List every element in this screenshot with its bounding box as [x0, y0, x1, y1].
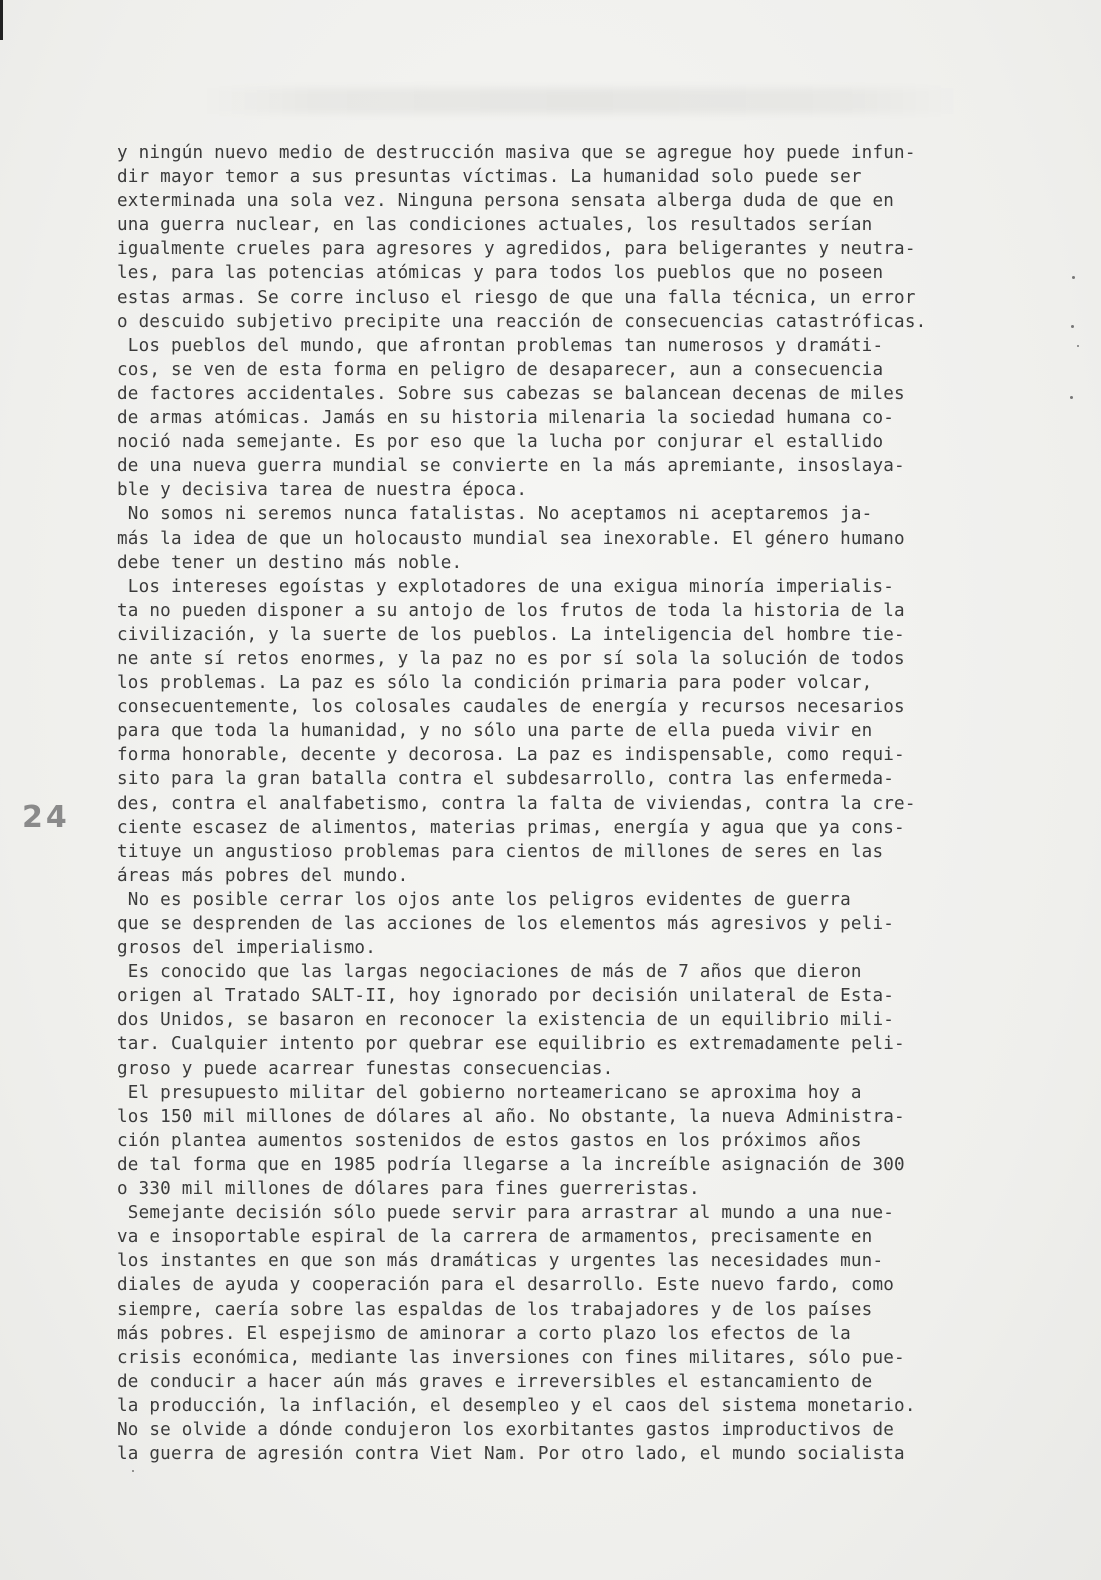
text-line: ciente escasez de alimentos, materias primas, energía y agua que ya cons- — [117, 817, 905, 838]
scan-speck — [1072, 276, 1075, 279]
text-line: ble y decisiva tarea de nuestra época. — [117, 480, 528, 501]
text-line: ne ante sí retos enormes, y la paz no es por sí sola la solución de todos — [117, 648, 905, 669]
text-line: des, contra el analfabetismo, contra la falta de viviendas, contra la cre- — [117, 793, 916, 814]
bleed-through-shadow — [200, 88, 960, 114]
text-line: de armas atómicas. Jamás en su historia milenaria la sociedad humana co- — [117, 408, 895, 429]
scan-edge-mark — [0, 0, 3, 40]
body-text — [117, 141, 1017, 1466]
text-line: y ningún nuevo medio de destrucción masiva que se agregue hoy puede infun- — [117, 143, 916, 163]
text-line: consecuentemente, los colosales caudales de energía y recursos necesarios — [117, 697, 905, 718]
text-line: va e insoportable espiral de la carrera de armamentos, precisamente en — [117, 1227, 873, 1248]
text-line: sito para la gran batalla contra el subdesarrollo, contra las enfermeda- — [117, 769, 895, 790]
text-line: crisis económica, mediante las inversiones con fines militares, sólo pue- — [117, 1347, 905, 1368]
text-line: forma honorable, decente y decorosa. La paz es indispensable, como requi- — [117, 745, 905, 766]
text-line: No somos ni seremos nunca fatalistas. No aceptamos ni aceptaremos ja- — [117, 504, 873, 525]
text-line: grosos del imperialismo. — [117, 938, 377, 959]
text-line: que se desprenden de las acciones de los elementos más agresivos y peli- — [117, 914, 895, 934]
text-line: la producción, la inflación, el desempleo y el caos del sistema monetario. — [117, 1395, 916, 1416]
text-line: exterminada una sola vez. Ninguna persona sensata alberga duda de que en — [117, 191, 895, 212]
text-line: civilización, y la suerte de los pueblos. La inteligencia del hombre tie- — [117, 624, 905, 645]
text-line: o 330 mil millones de dólares para fines guerreristas. — [117, 1179, 700, 1200]
text-line: para que toda la humanidad, y no sólo una parte de ella pueda vivir en — [117, 721, 873, 742]
scan-speck — [132, 1470, 134, 1472]
text-line: de conducir a hacer aún más graves e irreversibles el estancamiento de — [117, 1371, 873, 1392]
text-line: de factores accidentales. Sobre sus cabezas se balancean decenas de miles — [117, 383, 905, 404]
text-line: noció nada semejante. Es por eso que la lucha por conjurar el estallido — [117, 432, 884, 453]
text-line: de una nueva guerra mundial se convierte en la más apremiante, insoslaya- — [117, 456, 905, 477]
text-line: los instantes en que son más dramáticas y urgentes las necesidades mun- — [117, 1251, 884, 1272]
text-line: No se olvide a dónde condujeron los exorbitantes gastos improductivos de — [117, 1419, 895, 1440]
text-line: tar. Cualquier intento por quebrar ese equilibrio es extremadamente peli- — [117, 1034, 905, 1055]
text-line: ción plantea aumentos sostenidos de estos gastos en los próximos años — [117, 1130, 862, 1151]
text-line: El presupuesto militar del gobierno norteamericano se aproxima hoy a — [117, 1082, 862, 1103]
text-line: les, para las potencias atómicas y para todos los pueblos que no poseen — [117, 263, 884, 284]
text-line: una guerra nuclear, en las condiciones actuales, los resultados serían — [117, 215, 873, 236]
text-line: más la idea de que un holocausto mundial sea inexorable. El género humano — [117, 528, 905, 549]
text-line: siempre, caería sobre las espaldas de los trabajadores y de los países — [117, 1299, 873, 1320]
text-line: estas armas. Se corre incluso el riesgo de que una falla técnica, un error — [117, 287, 916, 308]
text-line: la guerra de agresión contra Viet Nam. Por otro lado, el mundo socialista — [117, 1444, 905, 1465]
text-line: dos Unidos, se basaron en reconocer la existencia de un equilibrio mili- — [117, 1010, 895, 1031]
text-line: diales de ayuda y cooperación para el desarrollo. Este nuevo fardo, como — [117, 1275, 895, 1296]
text-line: los problemas. La paz es sólo la condición primaria para poder volcar, — [117, 673, 873, 694]
scan-speck — [1077, 345, 1079, 347]
text-line: cos, se ven de esta forma en peligro de desaparecer, aun a consecuencia — [117, 359, 884, 380]
scan-speck — [1071, 325, 1074, 328]
text-line: Los pueblos del mundo, que afrontan problemas tan numerosos y dramáti- — [117, 335, 884, 356]
scan-speck — [1070, 396, 1073, 399]
text-line: origen al Tratado SALT-II, hoy ignorado por decisión unilateral de Esta- — [117, 986, 895, 1007]
text-line: tituye un angustioso problemas para cientos de millones de seres en las — [117, 841, 884, 862]
text-line: más pobres. El espejismo de aminorar a corto plazo los efectos de la — [117, 1323, 851, 1344]
text-line: igualmente crueles para agresores y agredidos, para beligerantes y neutra- — [117, 239, 916, 260]
text-line: groso y puede acarrear funestas consecuencias. — [117, 1058, 614, 1079]
text-line: áreas más pobres del mundo. — [117, 865, 409, 886]
text-line: los 150 mil millones de dólares al año. No obstante, la nueva Administra- — [117, 1106, 905, 1127]
text-line: de tal forma que en 1985 podría llegarse a la increíble asignación de 300 — [117, 1154, 905, 1175]
text-line: No es posible cerrar los ojos ante los peligros evidentes de guerra — [117, 889, 851, 910]
text-line: Es conocido que las largas negociaciones de más de 7 años que dieron — [117, 962, 862, 983]
text-line: debe tener un destino más noble. — [117, 552, 463, 573]
page-number: 24 — [22, 800, 70, 835]
text-line: Semejante decisión sólo puede servir para arrastrar al mundo a una nue- — [117, 1203, 895, 1224]
text-line: ta no pueden disponer a su antojo de los frutos de toda la historia de la — [117, 600, 905, 621]
text-line: dir mayor temor a sus presuntas víctimas. La humanidad solo puede ser — [117, 167, 862, 188]
text-line: o descuido subjetivo precipite una reacción de consecuencias catastróficas. — [117, 311, 927, 332]
text-line: Los intereses egoístas y explotadores de una exigua minoría imperialis- — [117, 576, 895, 597]
